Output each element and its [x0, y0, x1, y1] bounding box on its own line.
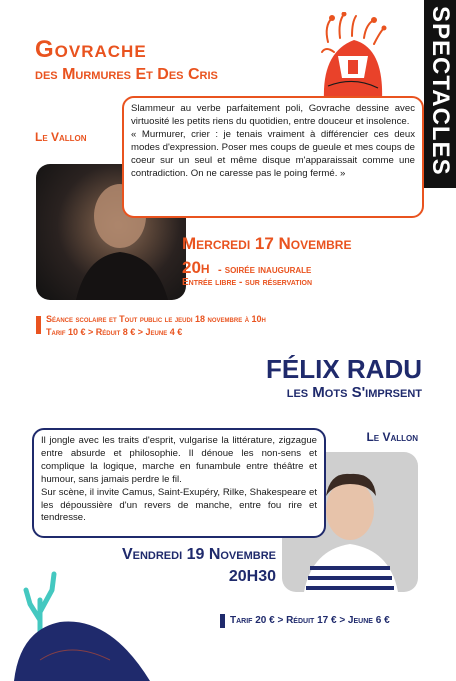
show2-description-1: Il jongle avec les traits d'esprit, vulgarise la littérature, zigzague entre absurde et philosophie. Il dénoue les non-sens et complique la logique, marche en funambule entre théâtre et humour, sans jamais perdre le fil. — [41, 435, 317, 485]
show1-pricing: Tarif 10 € > Réduit 8 € > Jeune 4 € — [46, 327, 183, 337]
show1-subtitle: des Murmures Et Des Cris — [35, 66, 218, 83]
show1-venue: Le Vallon — [35, 130, 87, 144]
sidebar-label: SPECTACLES — [427, 6, 454, 176]
show2-subtitle: les Mots S'imprsent — [286, 384, 422, 401]
show2-description-box — [32, 428, 326, 538]
show1-info-bar — [36, 316, 41, 334]
show1-time-line — [182, 258, 311, 278]
show1-date: Mercredi 17 Novembre — [182, 234, 352, 253]
sidebar-tab — [424, 0, 456, 188]
show2-description-2: Sur scène, il invite Camus, Saint-Exupéry, Rilke, Shakespeare et les dépoussière d'un revers de manche, entre fou rire et tendresse. — [41, 486, 317, 524]
show1-description-1: Slammeur au verbe parfaitement poli, Govrache dessine avec virtuosité les petits riens du quotidien, entre douceur et insolence. — [131, 103, 415, 127]
show1-title: Govrache — [35, 36, 147, 63]
show2-venue: Le Vallon — [366, 430, 418, 444]
show1-time: 20h — [182, 258, 210, 277]
show1-description-2: « Murmurer, crier : je tenais vraiment à différencier ces deux modes d'expression. Poser mes coups de gueule et mes coups de coeur sur un seul et même disque m'apparaissait comme une contradiction. On ne caresse pas le poing fermé. » — [131, 128, 415, 179]
monster-illustration — [318, 12, 388, 100]
show1-entry: Entrée libre - sur réservation — [182, 277, 313, 288]
show2-time: 20H30 — [228, 568, 276, 585]
show1-school-session: Séance scolaire et Tout public le jeudi 18 novembre à 10h — [46, 314, 266, 324]
show2-pricing: Tarif 20 € > Réduit 17 € > Jeune 6 € — [230, 615, 390, 626]
show1-description-box — [122, 96, 424, 218]
show2-date: Vendredi 19 Novembre — [121, 546, 276, 563]
show2-title: FÉLIX RADU — [266, 354, 422, 384]
coral-rock-decoration — [0, 560, 160, 681]
show2-info-bar — [220, 614, 225, 628]
show1-event-label: - soirée inaugurale — [218, 264, 312, 276]
